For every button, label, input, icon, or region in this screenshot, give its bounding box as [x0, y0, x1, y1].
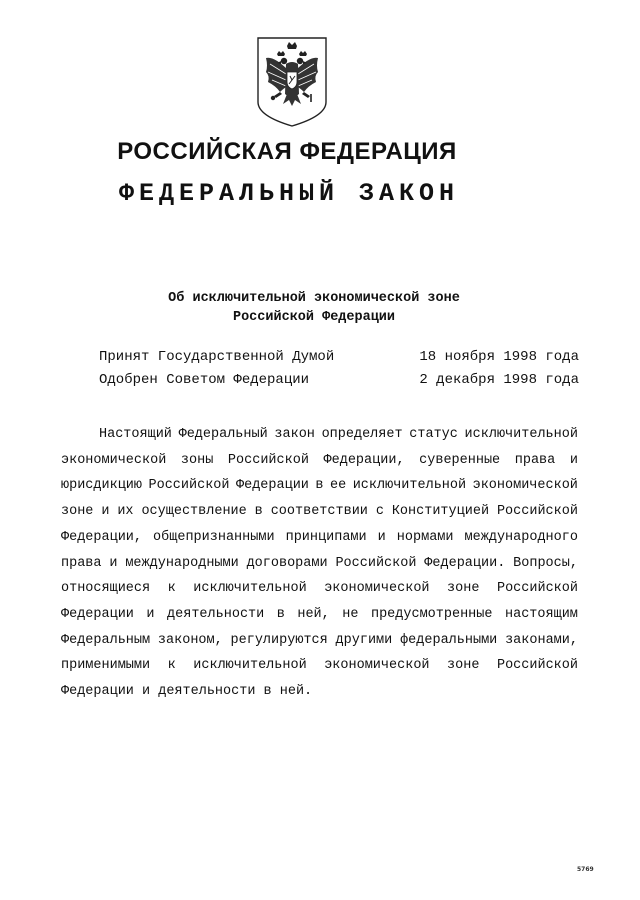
preamble-word: Федерации.	[424, 555, 506, 571]
preamble-word: регулируются	[230, 632, 328, 648]
preamble-word: к	[167, 658, 176, 674]
preamble-word: предусмотренные	[370, 606, 493, 622]
preamble-word: и	[109, 555, 118, 571]
preamble-word: ней,	[297, 606, 330, 622]
preamble-word: договорами	[246, 555, 328, 571]
preamble-word: Российской	[227, 452, 309, 468]
coat-of-arms-icon	[256, 36, 328, 128]
preamble-word: зоны	[180, 452, 214, 468]
preamble-word: Федерации	[61, 606, 134, 622]
preamble-word: в	[254, 504, 263, 520]
preamble-word: статус	[409, 427, 458, 442]
preamble-word: исключительной	[464, 427, 578, 442]
preamble-word: не	[342, 606, 359, 622]
preamble-word: международного	[464, 529, 578, 545]
preamble-paragraph	[61, 422, 578, 705]
law-title-line: Об исключительной экономической зоне	[168, 291, 460, 306]
preamble-word: юрисдикцию	[61, 478, 143, 494]
preamble-word: Российской	[496, 658, 578, 674]
preamble-word: осуществление	[141, 504, 247, 520]
preamble-word: Федеральный	[178, 427, 268, 442]
preamble-word: зоне	[447, 581, 480, 597]
preamble-line	[61, 525, 578, 551]
preamble-word: и	[377, 529, 386, 545]
preamble-word: Конституцией	[391, 504, 490, 520]
adoption-row	[99, 369, 579, 392]
law-type-heading: ФЕДЕРАЛЬНЫЙ ЗАКОН	[118, 179, 460, 208]
preamble-word: Российской	[335, 555, 417, 571]
preamble-word: нормами	[396, 529, 454, 545]
preamble-word: в	[276, 606, 285, 622]
law-title	[0, 289, 628, 327]
preamble-word: и	[101, 504, 110, 520]
preamble-word: общепризнанными	[153, 529, 275, 545]
preamble-word: настоящим	[505, 606, 578, 622]
preamble-line	[61, 551, 578, 577]
preamble-word: их	[117, 504, 134, 520]
adoption-date: 18 ноября 1998 года	[419, 349, 579, 365]
preamble-word: экономической	[324, 581, 430, 597]
preamble-word: суверенные	[419, 452, 501, 468]
preamble-word: и	[146, 606, 155, 622]
preamble-word: экономической	[472, 478, 578, 494]
preamble-line	[61, 602, 578, 628]
preamble-line	[61, 679, 578, 705]
adoption-date: 2 декабря 1998 года	[419, 372, 579, 388]
preamble-word: закон	[274, 427, 315, 442]
preamble-line	[61, 576, 578, 602]
preamble-word: экономической	[61, 452, 167, 468]
preamble-word: Федерации и деятельности в ней.	[61, 684, 313, 700]
preamble-word: определяет	[321, 427, 403, 442]
preamble-word: деятельности	[167, 606, 265, 622]
preamble-word: права	[514, 452, 556, 468]
preamble-line	[61, 628, 578, 654]
adoption-info	[99, 346, 579, 392]
preamble-word: Настоящий	[99, 427, 172, 442]
preamble-word: зоне	[61, 504, 94, 520]
preamble-word: Российской	[148, 478, 230, 494]
preamble-line	[61, 448, 578, 474]
preamble-word: другими	[335, 632, 393, 648]
adoption-row	[99, 346, 579, 369]
preamble-word: ее	[330, 478, 347, 494]
adoption-label: Принят Государственной Думой	[99, 349, 335, 365]
preamble-word: законами,	[505, 632, 578, 648]
page-mark: 5769	[577, 866, 594, 873]
preamble-word: Федеральным	[61, 632, 151, 648]
preamble-word: применимыми	[61, 658, 151, 674]
preamble-word: соответствии	[270, 504, 368, 520]
preamble-word: принципами	[285, 529, 367, 545]
preamble-word: к	[167, 581, 176, 597]
preamble-word: Российской	[496, 504, 578, 520]
preamble-word: исключительной	[352, 478, 467, 494]
adoption-label: Одобрен Советом Федерации	[99, 372, 310, 388]
preamble-word: Российской	[496, 581, 578, 597]
preamble-word: зоне	[447, 658, 480, 674]
law-title-line: Российской Федерации	[232, 310, 396, 325]
country-heading: РОССИЙСКАЯ ФЕДЕРАЦИЯ	[117, 138, 457, 165]
preamble-word: исключительной	[193, 581, 307, 597]
preamble-word: Федерации	[236, 478, 309, 494]
preamble-line	[61, 499, 578, 525]
preamble-word: Федерации,	[323, 452, 405, 468]
preamble-word: в	[315, 478, 324, 494]
preamble-line	[61, 653, 578, 679]
preamble-word: с	[375, 504, 384, 520]
preamble-word: Федерации,	[61, 529, 143, 545]
preamble-word: экономической	[324, 658, 430, 674]
preamble-word: исключительной	[193, 658, 307, 674]
preamble-word: относящиеся	[61, 581, 151, 597]
preamble-word: и	[569, 452, 578, 468]
preamble-line	[61, 422, 578, 448]
preamble-word: федеральными	[400, 632, 498, 648]
preamble-word: законом,	[157, 632, 223, 648]
preamble-word: права	[61, 555, 102, 571]
preamble-word: международными	[125, 555, 239, 571]
preamble-line	[61, 473, 578, 499]
preamble-word: Вопросы,	[513, 555, 578, 571]
